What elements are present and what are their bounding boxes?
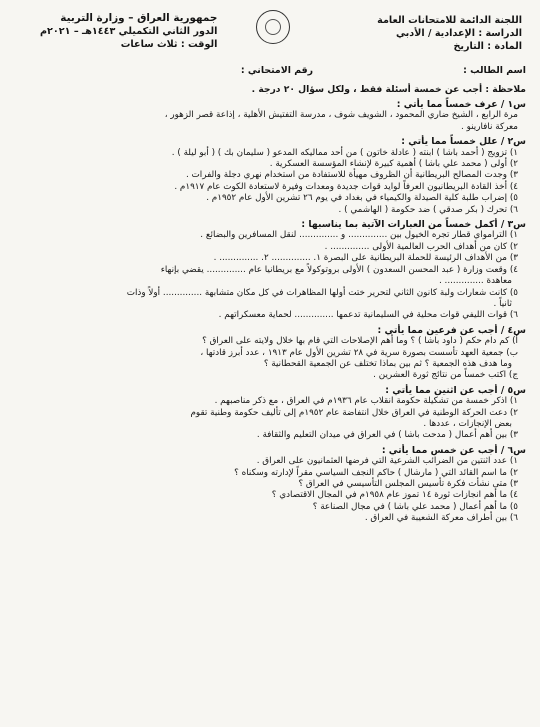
question-item: ٥) ما أهم أعمال ( محمد علي باشا ) في مجال الصناعة ؟: [312, 501, 518, 512]
exam-number-label: رقم الامتحاني :: [240, 65, 314, 76]
exam-note: ملاحظة : أجب عن خمسة أسئلة فقط ، ولكل سؤال ٢٠ درجة .: [251, 84, 526, 95]
question-item: معركة نافارينو .: [460, 121, 518, 132]
student-name-label: اسم الطالب :: [463, 65, 526, 76]
exam-header: [10, 6, 526, 64]
question-5: [10, 385, 526, 442]
question-item: ٤) أخذ القادة البريطانيون العرفاً لوايد قوات جديدة ومعدات وفيرة لاستعادة الكوت عام ١٩١٧م .: [174, 181, 518, 192]
question-item: ٢) أولى ( محمد علي باشا ) أهمية كبيرة لإنشاء المؤسسة العسكرية .: [269, 159, 518, 170]
ministry-name: جمهورية العراق – وزارة التربية: [60, 12, 218, 24]
question-heading: س٣ / أكمل خمساً من العبارات الآتية بما يناسبها :: [301, 219, 526, 231]
question-item-continued: ثانياً .: [493, 298, 512, 309]
question-item: ٥) كانت شعارات ولبة كانون الثاني لتحرير ختت أولها المظاهرات في كل مكان متشابهة .............. أولاً وذات: [126, 287, 518, 298]
exam-duration: الوقت : ثلاث ساعات: [120, 39, 218, 50]
student-info: [10, 64, 526, 77]
question-heading: س١ / عرف خمساً مما يأتي :: [396, 99, 526, 110]
question-item: ٣) من الأهداف الرئيسة للحملة البريطانية على البصرة ١. .............. ٢. .............. .: [213, 253, 518, 264]
question-item: ٣) وجدت المصالح البريطانية أن الظروف مهيأة للاستفادة من استخدام نهري دجلة والفرات .: [185, 170, 518, 181]
question-item: ١) عدد اثنتين من الضرائب الشرعية التي فرضها العثمانيون على العراق .: [256, 456, 518, 467]
question-item: ٦) تحرك ( بكر صدقي ) ضد حكومة ( الهاشمي ) .: [338, 204, 518, 215]
exam-session: الدور الثاني التكميلي ١٤٤٣هـ – ٢٠٢١م: [40, 26, 218, 37]
question-1: [10, 99, 526, 133]
question-item: ٦) بين أطراف معركة الشعيبة في العراق .: [364, 513, 518, 524]
question-heading: س٢ / علل خمساً مما يأتي :: [401, 136, 526, 148]
question-item: ب) جمعية العهد تأسست بصورة سرية في ٢٨ تشرين الأول عام ١٩١٣ ، عدد أبرز قادتها ،: [200, 347, 518, 358]
question-item: أ) كم دام حكم ( داود باشا ) ؟ وما أهم الإصلاحات التي قام بها خلال ولايته على العراق ؟: [202, 336, 518, 347]
header-right-block: [377, 14, 522, 53]
question-3: [10, 219, 526, 322]
question-item-continued: معاهدة .............. .: [438, 276, 512, 287]
question-item: ٣) متى نشأت فكرة تأسيس المجلس التأسيسي في العراق ؟: [298, 479, 518, 489]
question-item: ٥) إضراب طلبة كلية الصيدلة والكيمياء في بغداد في يوم ٢٦ تشرين الأول عام ١٩٥٢م .: [206, 193, 518, 204]
header-left-block: [40, 12, 217, 51]
question-4: [10, 325, 526, 382]
question-2: [10, 136, 526, 216]
exam-committee: اللجنة الدائمة للامتحانات العامة: [377, 15, 522, 26]
subject: المادة : التاريخ: [453, 41, 522, 52]
question-item: ١) تزويج ( أحمد باشا ) ابنته ( عادلة خاتون ) من أحد مماليكه المدعو ( سليمان بك ) ( أبو ليلة ) .: [171, 147, 518, 158]
question-heading: س٤ / أجب عن فرعين مما يأتي :: [377, 324, 526, 336]
question-item-continued: وما هدف هذه الجمعية ؟ ثم بين بماذا تختلف عن الجمعية القحطانية ؟: [263, 358, 512, 369]
question-item: ٢) دعت الحركة الوطنية في العراق خلال انتفاضة عام ١٩٥٢م إلى تأليف حكومة وطنية تقوم: [190, 407, 518, 418]
question-item: ٢) ما اسم القائد التي ( مارشال ) حاكم النجف السياسي مقراً لإدارته وسكناه ؟: [234, 467, 518, 478]
question-item-continued: بعض الإنجازات ، عددها .: [423, 418, 512, 429]
question-heading: س٦ / أجب عن خمس مما يأتي :: [381, 444, 526, 456]
question-item: ١) الترامواي قطار تجره الخيول بين .............. و .............. لنقل المسافرين والبضائع .: [200, 230, 518, 241]
question-item: ج) اكتب خمساً من نتائج ثورة العشرين .: [373, 370, 518, 381]
study-branch: الدراسة : الإعدادية / الأدبي: [395, 28, 522, 39]
question-item: ٣) بين أهم أعمال ( مدحت باشا ) في العراق في ميدان التعليم والثقافة .: [256, 430, 518, 441]
ministry-seal-icon: [256, 10, 290, 44]
question-item: ٢) كان من أهداف الحرب العالمية الأولى .............. .: [324, 241, 518, 252]
question-heading: س٥ / أجب عن اثنين مما يأتي :: [385, 384, 526, 396]
question-item: ٦) قوات الليفي قوات محلية في السليمانية تدعمها .............. لحماية معسكراتهم .: [218, 310, 518, 321]
question-item: مرة الرابع ، الشيخ ضاري المحمود ، الشويف شوف ، مدرسة التفتيش الأهلية ، إذاعة قصر الزهور ،: [164, 110, 518, 121]
question-6: [10, 445, 526, 525]
question-item: ٤) ما أهم انجازات ثورة ١٤ تموز عام ١٩٥٨م في المجال الاقتصادي ؟: [271, 490, 518, 501]
question-item: ٤) وقعت وزارة ( عبد المحسن السعدون ) الأولى بروتوكولاً مع بريطانيا عام .............. يقضي بإنهاء: [160, 264, 518, 275]
question-item: ١) اذكر خمسة من تشكيلة حكومة انقلاب عام ١٩٣٦م في العراق ، مع ذكر مناصبهم .: [214, 396, 518, 407]
